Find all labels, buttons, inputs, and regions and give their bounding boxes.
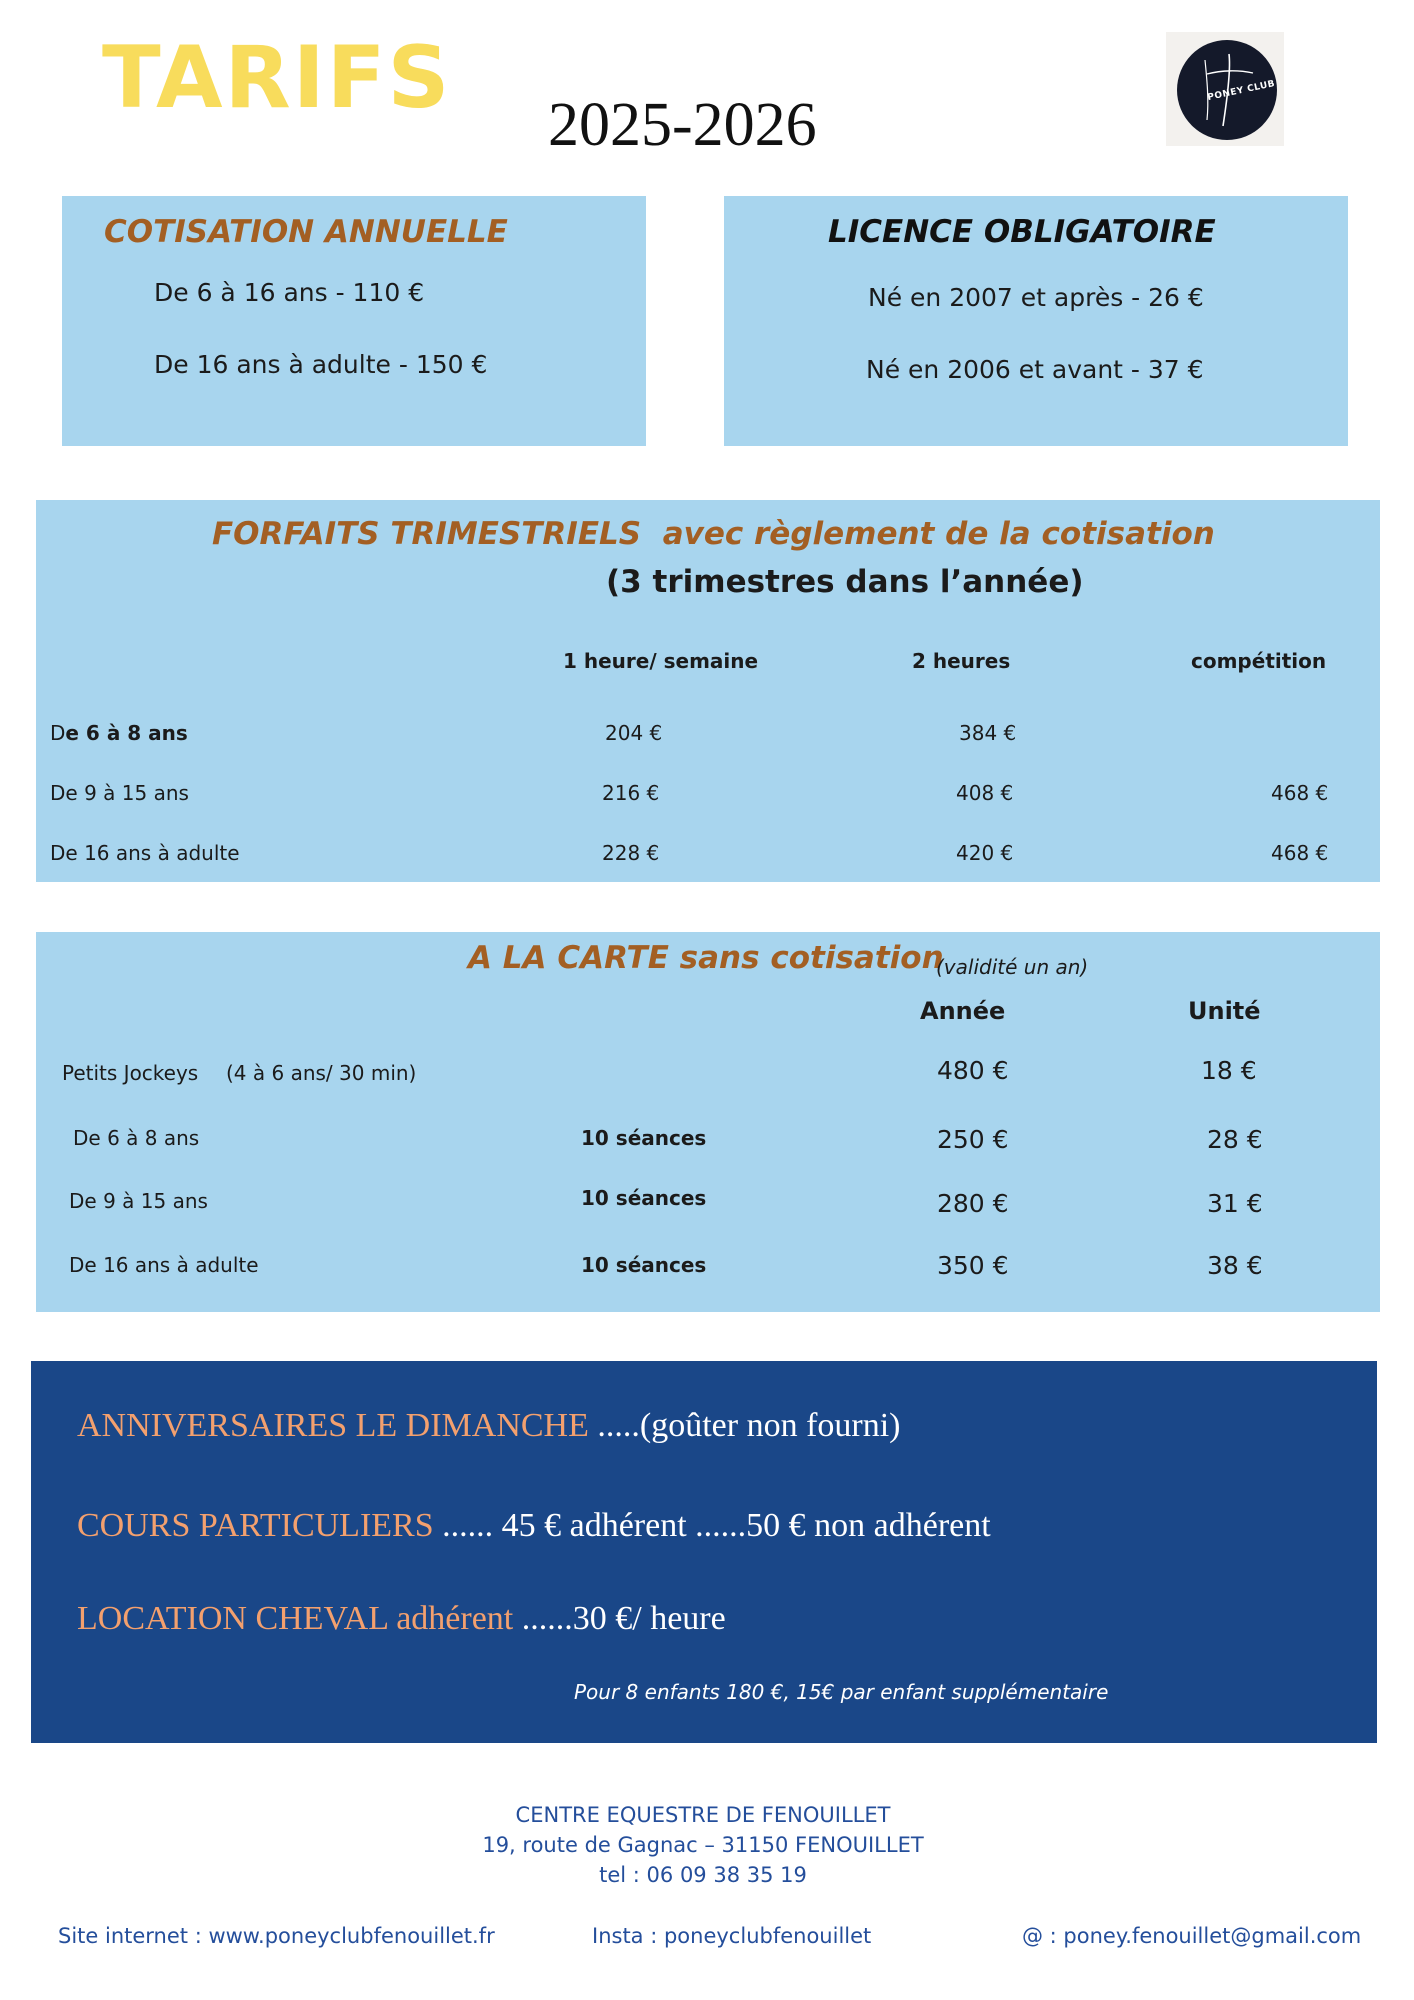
carte-price-annee: 480 € [937,1056,1009,1085]
forfaits-row-label: De 9 à 15 ans [50,781,189,805]
page-title: TARIFS [102,28,452,128]
licence-row: Né en 2007 et après - 26 € [868,283,1204,312]
cotisation-row: De 16 ans à adulte - 150 € [154,350,488,379]
footer-address: 19, route de Gagnac – 31150 FENOUILLET [482,1833,924,1857]
forfaits-price-2h: 384 € [959,721,1017,745]
forfaits-price-1h: 204 € [605,721,663,745]
carte-price-annee: 250 € [937,1125,1009,1154]
carte-row-label: Petits Jockeys [62,1061,199,1085]
carte-col-annee: Année [920,997,1006,1025]
poney-club-logo [1166,32,1284,146]
location-label: LOCATION CHEVAL adhérent [77,1600,514,1637]
anniversaires-line [77,1407,901,1445]
carte-row-label: De 6 à 8 ans [73,1126,200,1150]
licence-title: LICENCE OBLIGATOIRE [828,214,1216,250]
season-year: 2025-2026 [548,91,817,159]
forfaits-box [36,500,1380,882]
cotisation-row: De 6 à 16 ans - 110 € [154,278,425,307]
forfaits-col-competition: compétition [1191,649,1327,673]
forfaits-price-2h: 408 € [956,781,1014,805]
anniversaires-note: Pour 8 enfants 180 €, 15€ par enfant supplémentaire [574,1680,1109,1704]
carte-row-seances: 10 séances [581,1253,707,1277]
carte-price-annee: 280 € [937,1189,1009,1218]
forfaits-price-2h: 420 € [956,841,1014,865]
carte-price-unite: 31 € [1207,1189,1263,1218]
footer-insta[interactable]: Insta : poneyclubfenouillet [592,1924,872,1948]
cours-label: COURS PARTICULIERS [77,1507,434,1544]
footer-name: CENTRE EQUESTRE DE FENOUILLET [515,1803,891,1827]
anniversaires-label: ANNIVERSAIRES LE DIMANCHE [77,1407,589,1444]
carte-col-unite: Unité [1188,997,1261,1025]
logo-text: PONEY CLUB [1206,78,1277,104]
footer-phone[interactable]: tel : 06 09 38 35 19 [599,1863,807,1887]
footer-website[interactable]: Site internet : www.poneyclubfenouillet.fr [58,1924,495,1948]
carte-price-annee: 350 € [937,1251,1009,1280]
cotisation-title: COTISATION ANNUELLE [104,214,508,250]
carte-row-seances: 10 séances [581,1126,707,1150]
carte-validity: (validité un an) [936,955,1089,979]
forfaits-row-label-prefix: D [50,721,66,745]
forfaits-title-main: FORFAITS TRIMESTRIELS [212,516,642,552]
carte-row-label: De 9 à 15 ans [69,1189,208,1213]
forfaits-col-1h: 1 heure/ semaine [563,649,759,673]
cours-line [77,1507,991,1545]
carte-price-unite: 18 € [1201,1056,1257,1085]
forfaits-price-competition: 468 € [1271,841,1329,865]
licence-row: Né en 2006 et avant - 37 € [866,355,1204,384]
carte-row-label: De 16 ans à adulte [69,1253,259,1277]
footer-email[interactable]: @ : poney.fenouillet@gmail.com [1022,1924,1362,1948]
carte-price-unite: 28 € [1207,1125,1263,1154]
location-text: ......30 €/ heure [513,1600,726,1637]
forfaits-subtitle: (3 trimestres dans l’année) [606,564,1084,600]
forfaits-row-label [50,721,188,745]
carte-title: A LA CARTE sans cotisation [468,940,944,976]
forfaits-col-2h: 2 heures [912,649,1011,673]
cours-text: ...... 45 € adhérent ......50 € non adhérent [433,1507,991,1544]
forfaits-price-1h: 216 € [602,781,660,805]
forfaits-price-competition: 468 € [1271,781,1329,805]
forfaits-title-detail: avec règlement de la cotisation [662,516,1215,552]
carte-row-seances: 10 séances [581,1186,707,1210]
forfaits-row-label-bold: e 6 à 8 ans [65,721,188,745]
forfaits-title [212,516,1215,552]
forfaits-price-1h: 228 € [602,841,660,865]
forfaits-row-label: De 16 ans à adulte [50,841,240,865]
carte-row-detail: (4 à 6 ans/ 30 min) [226,1061,417,1085]
location-line [77,1600,726,1638]
logo-disc [1177,40,1277,140]
anniversaires-text: .....(goûter non fourni) [588,1407,901,1444]
carte-price-unite: 38 € [1207,1251,1263,1280]
